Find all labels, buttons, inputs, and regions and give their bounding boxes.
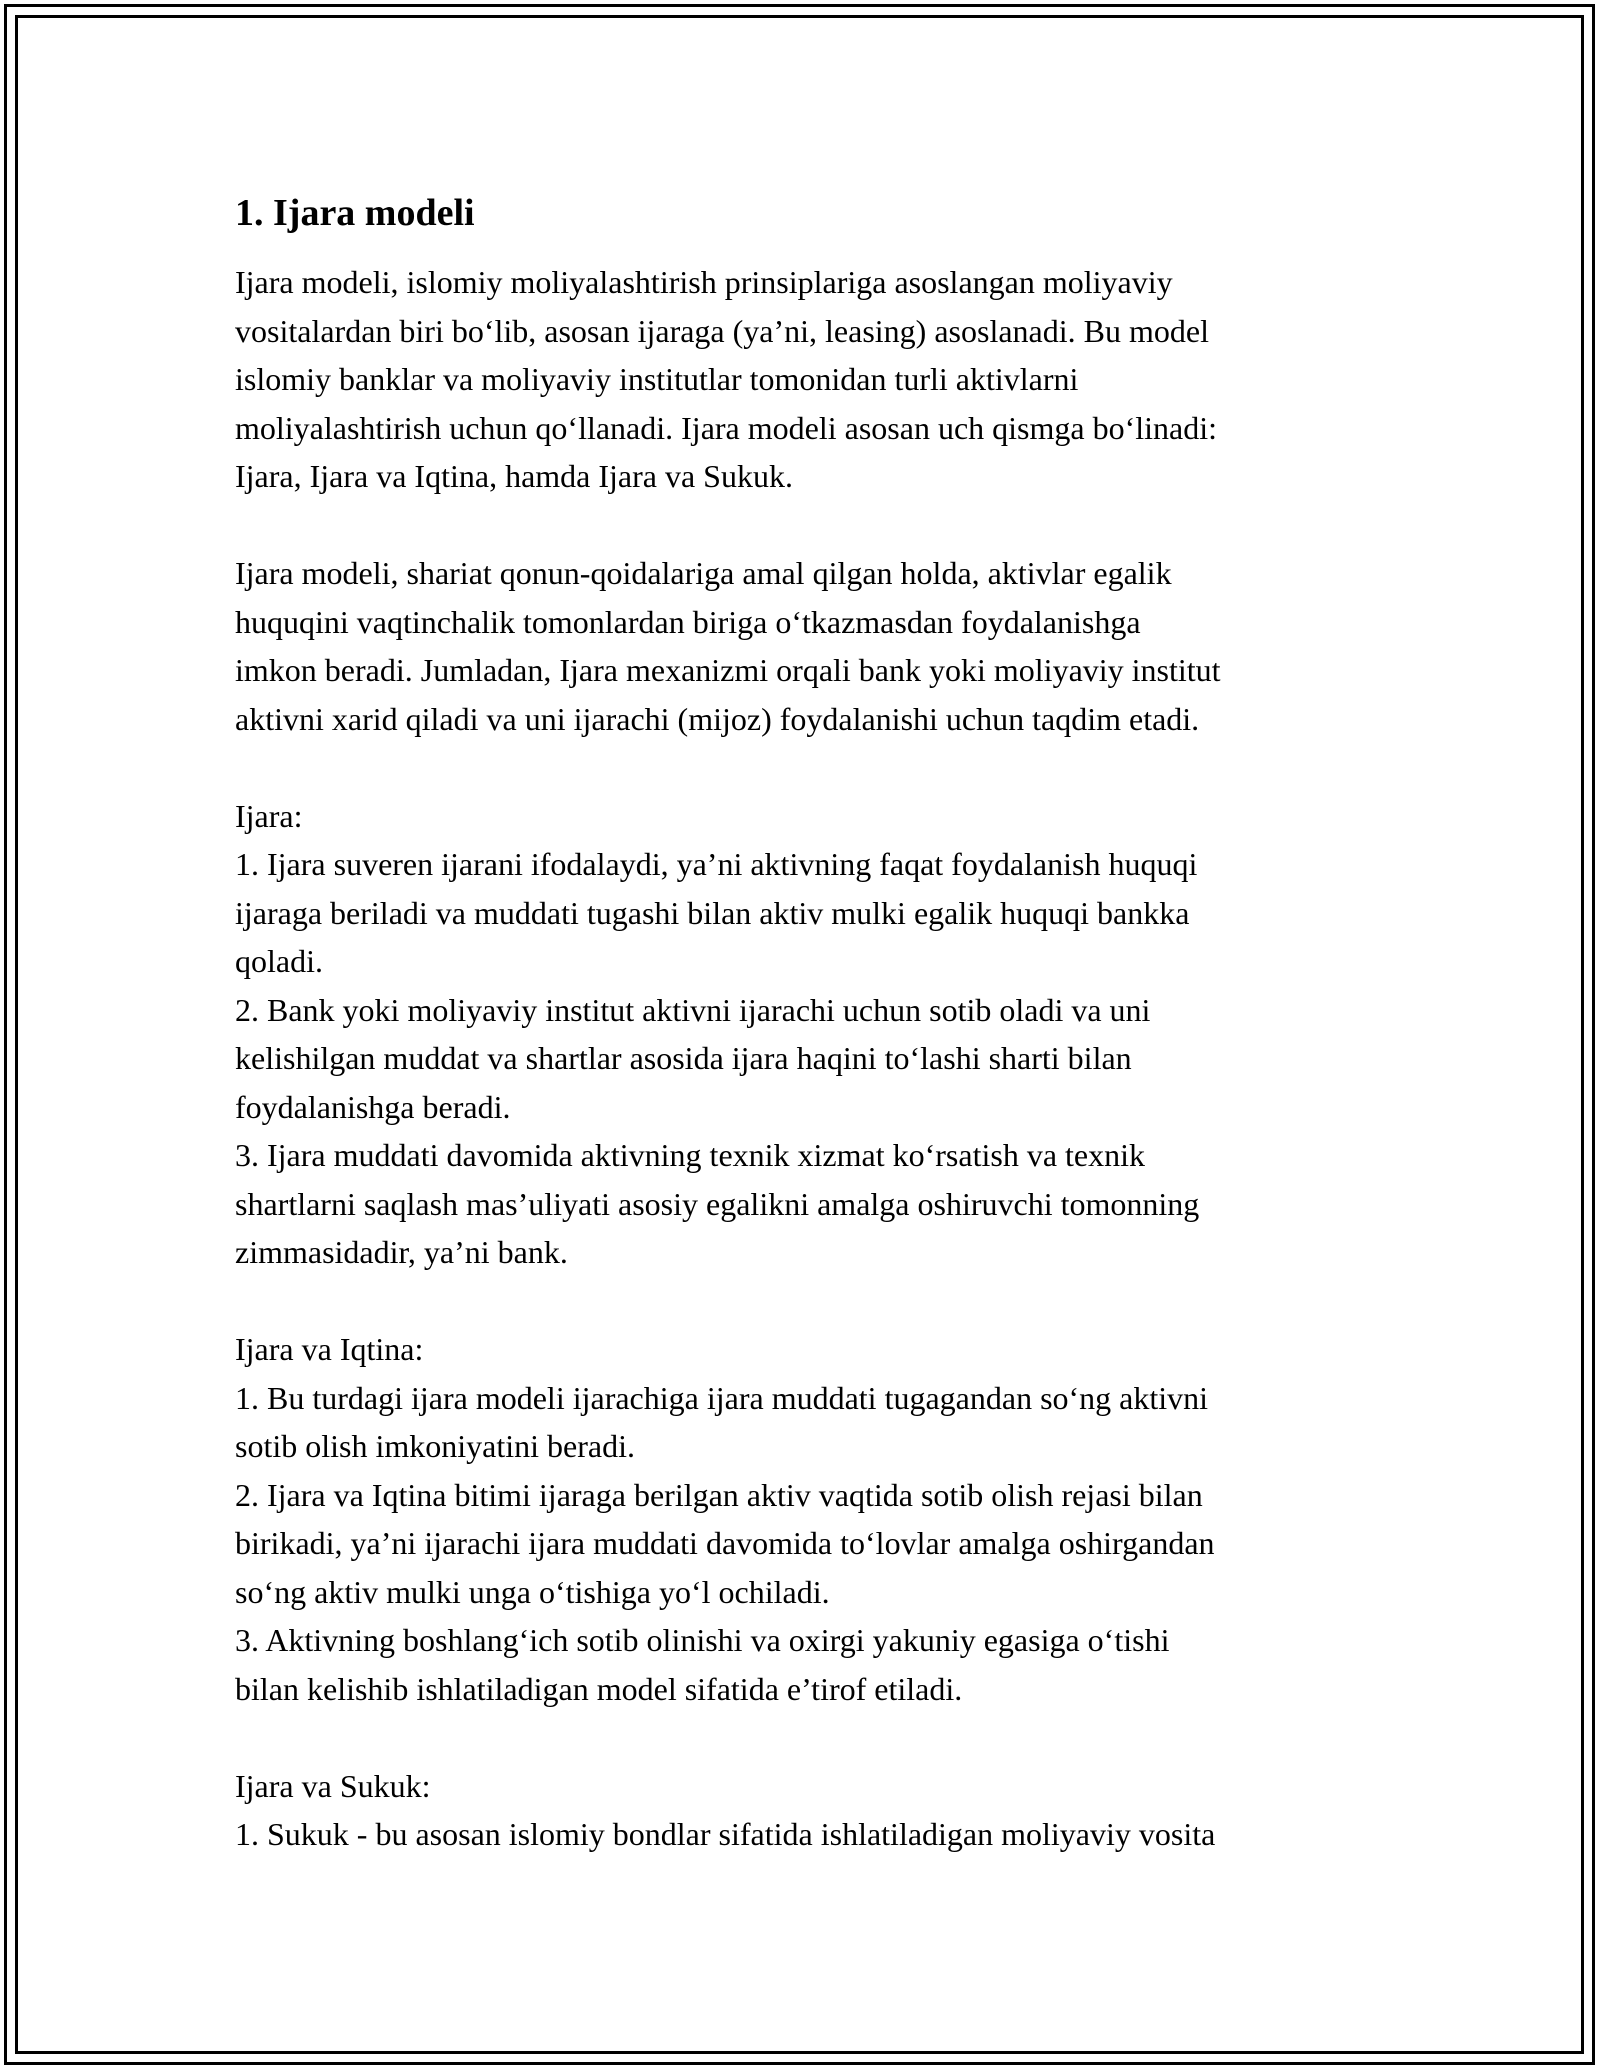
section-heading: 1. Ijara modeli	[235, 192, 475, 234]
list-item-line: 1. Sukuk - bu asosan islomiy bondlar sifatida ishlatiladigan moliyaviy vosita	[235, 1816, 1216, 1852]
list-item-line: so‘ng aktiv mulki unga o‘tishiga yo‘l ochiladi.	[235, 1573, 830, 1610]
subsection-title: Ijara:	[235, 797, 303, 834]
list-item-line: shartlarni saqlash mas’uliyati asosiy egalikni amalga oshiruvchi tomonning	[235, 1185, 1200, 1222]
text-line: Ijara modeli, shariat qonun-qoidalariga amal qilgan holda, aktivlar egalik	[235, 555, 1172, 591]
text-line: aktivni xarid qiladi va uni ijarachi (mijoz) foydalanishi uchun taqdim etadi.	[235, 700, 1200, 737]
list-item-line: bilan kelishib ishlatiladigan model sifatida e’tirof etiladi.	[235, 1670, 963, 1707]
paragraph-intro	[235, 258, 1395, 501]
list-item-line: zimmasidadir, ya’ni bank.	[235, 1234, 568, 1270]
text-line: Ijara modeli, islomiy moliyalashtirish prinsiplariga asoslangan moliyaviy	[235, 264, 1173, 300]
list-item-line: 3. Aktivning boshlang‘ich sotib olinishi va oxirgi yakuniy egasiga o‘tishi	[235, 1622, 1170, 1658]
subsection-title: Ijara va Sukuk:	[235, 1767, 431, 1804]
list-item-line: 1. Ijara suveren ijarani ifodalaydi, ya’ni aktivning faqat foydalanish huquqi	[235, 846, 1198, 882]
text-line: vositalardan biri bo‘lib, asosan ijaraga (ya’ni, leasing) asoslanadi. Bu model	[235, 312, 1209, 349]
list-item-line: kelishilgan muddat va shartlar asosida ijara haqini to‘lashi sharti bilan	[235, 1040, 1132, 1076]
list-item-line: sotib olish imkoniyatini beradi.	[235, 1428, 635, 1464]
paragraph-shariat	[235, 549, 1395, 743]
list-item-line: qoladi.	[235, 943, 323, 979]
list-item-line: 2. Bank yoki moliyaviy institut aktivni ijarachi uchun sotib oladi va uni	[235, 991, 1151, 1028]
section-ijara-va-iqtina	[235, 1325, 1395, 1713]
list-item-line: birikadi, ya’ni ijarachi ijara muddati davomida to‘lovlar amalga oshirgandan	[235, 1525, 1215, 1561]
section-ijara-va-sukuk	[235, 1762, 1395, 1859]
text-line: imkon beradi. Jumladan, Ijara mexanizmi orqali bank yoki moliyaviy institut	[235, 652, 1221, 688]
section-ijara	[235, 792, 1395, 1277]
text-line: moliyalashtirish uchun qo‘llanadi. Ijara modeli asosan uch qismga bo‘linadi:	[235, 409, 1217, 446]
list-item-line: ijaraga beriladi va muddati tugashi bilan aktiv mulki egalik huquqi bankka	[235, 894, 1190, 931]
text-line: Ijara, Ijara va Iqtina, hamda Ijara va Sukuk.	[235, 458, 793, 494]
list-item-line: 2. Ijara va Iqtina bitimi ijaraga berilgan aktiv vaqtida sotib olish rejasi bilan	[235, 1476, 1203, 1513]
text-line: islomiy banklar va moliyaviy institutlar tomonidan turli aktivlarni	[235, 361, 1079, 397]
text-line: huquqini vaqtinchalik tomonlardan biriga o‘tkazmasdan foydalanishga	[235, 603, 1141, 640]
subsection-title: Ijara va Iqtina:	[235, 1331, 424, 1367]
document-body	[235, 188, 1395, 1907]
list-item-line: 1. Bu turdagi ijara modeli ijarachiga ijara muddati tugagandan so‘ng aktivni	[235, 1379, 1209, 1416]
list-item-line: 3. Ijara muddati davomida aktivning texnik xizmat ko‘rsatish va texnik	[235, 1137, 1145, 1173]
list-item-line: foydalanishga beradi.	[235, 1088, 511, 1125]
